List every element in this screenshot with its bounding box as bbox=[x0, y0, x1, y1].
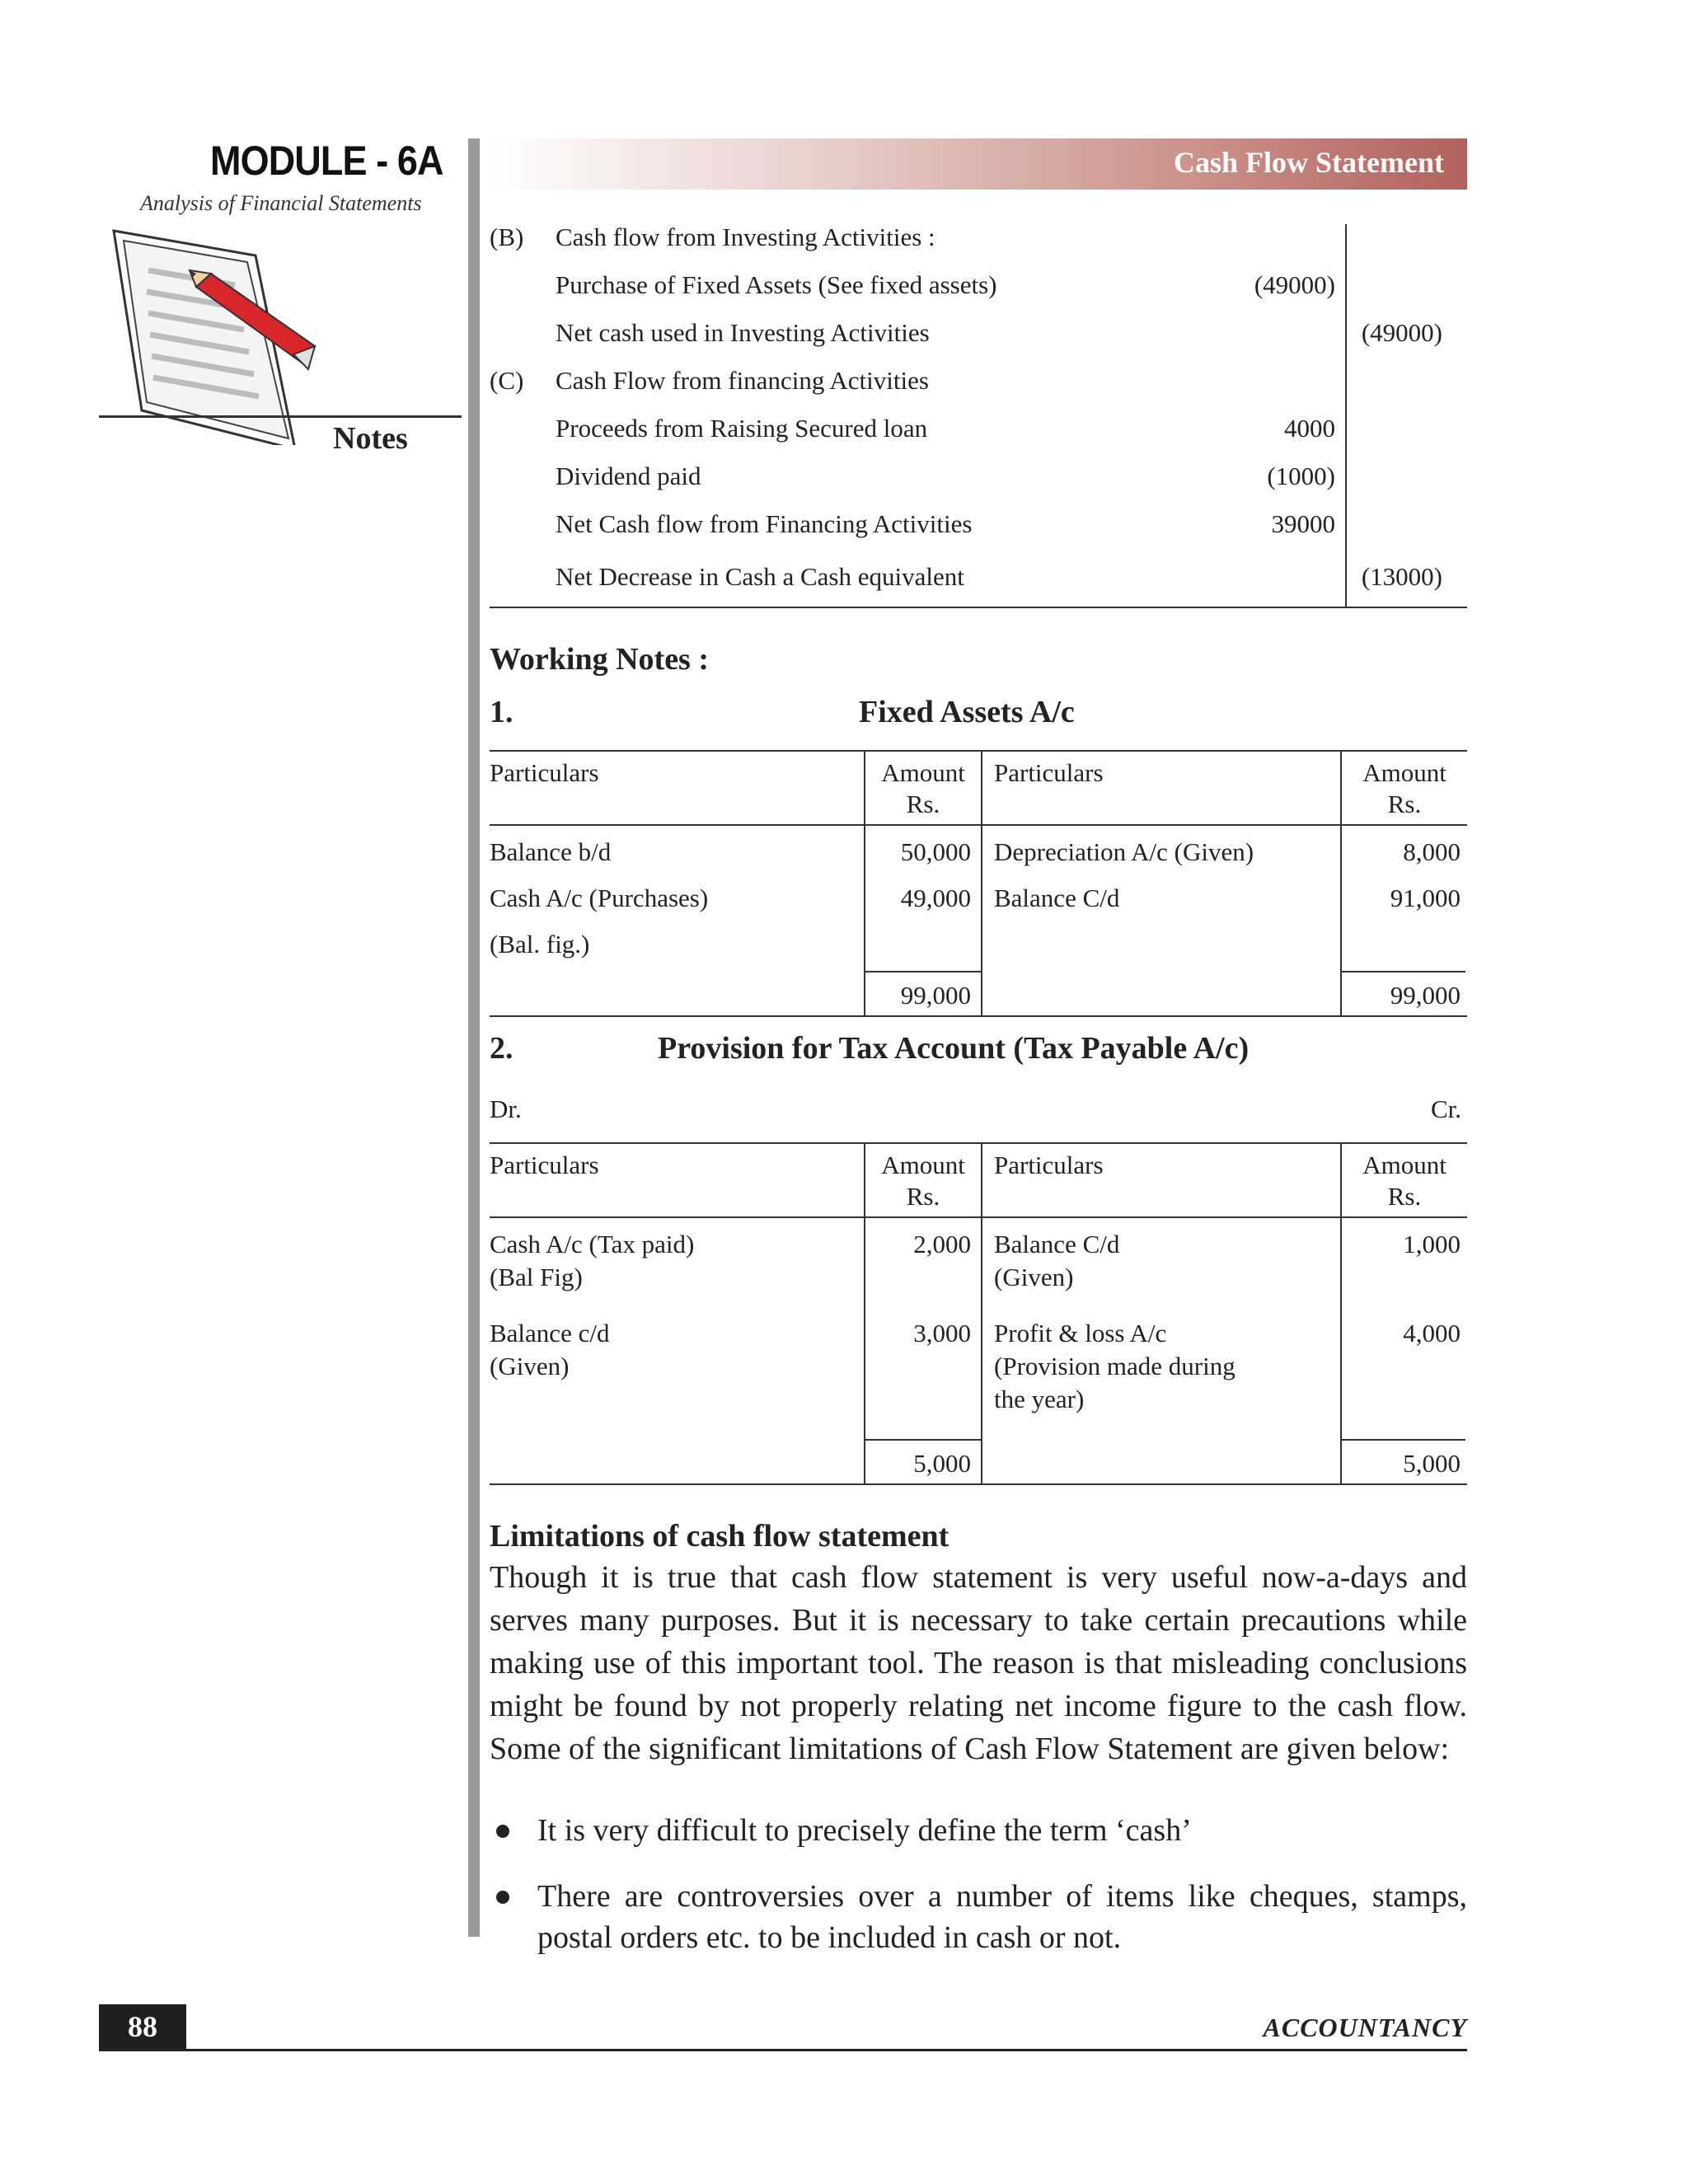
fixed-assets-ledger bbox=[490, 750, 1467, 1019]
page-number: 88 bbox=[128, 2010, 157, 2043]
limitation-bullet: It is very difficult to precisely define the term ‘cash’ bbox=[537, 1813, 1192, 1848]
cash-flow-inner-amount: 39000 bbox=[1271, 509, 1335, 538]
header-title: Cash Flow Statement bbox=[1174, 146, 1444, 179]
dr-label: Dr. bbox=[490, 1094, 522, 1123]
footer-subject: ACCOUNTANCY bbox=[1263, 2013, 1467, 2042]
cash-flow-row-text: Purchase of Fixed Assets (See fixed assets) bbox=[556, 270, 997, 299]
ledger-cr-amount: 91,000 bbox=[1390, 883, 1461, 912]
note2-number: 2. bbox=[490, 1031, 513, 1066]
dr-amount-header: Amount bbox=[881, 758, 965, 787]
margin-divider bbox=[468, 138, 480, 1937]
cash-flow-row-text: Cash Flow from financing Activities bbox=[556, 366, 929, 395]
cash-flow-bottom-rule bbox=[490, 607, 1467, 608]
cash-flow-row-text: Dividend paid bbox=[556, 462, 701, 490]
cash-flow-inner-amount: (1000) bbox=[1267, 462, 1335, 490]
note1-title: Fixed Assets A/c bbox=[859, 695, 1075, 729]
cr-rs-header: Rs. bbox=[1387, 790, 1422, 818]
dr-rs-header: Rs. bbox=[906, 790, 940, 818]
cash-flow-row-label: (B) bbox=[490, 223, 524, 251]
ledger-dr-particular-note: (Given) bbox=[490, 1352, 570, 1380]
dr-particulars-header: Particulars bbox=[490, 758, 599, 787]
ledger-cr-amount: 8,000 bbox=[1403, 837, 1461, 866]
ledger-dr-amount: 2,000 bbox=[913, 1230, 971, 1258]
working-notes-title: Working Notes : bbox=[490, 642, 709, 677]
ledger-cr-particular: Depreciation A/c (Given) bbox=[994, 837, 1254, 866]
page-number-box bbox=[99, 2004, 186, 2050]
footer-rule bbox=[99, 2049, 1467, 2051]
note1-number: 1. bbox=[490, 695, 513, 729]
cash-flow-row-text: Net Decrease in Cash a Cash equivalent bbox=[556, 562, 964, 591]
ledger-cr-particular: Profit & loss A/c bbox=[994, 1319, 1167, 1347]
module-title: MODULE - 6A bbox=[210, 138, 443, 184]
notes-rule bbox=[99, 415, 462, 418]
ledger-cr-particular: Balance C/d bbox=[994, 883, 1120, 912]
ledger-cr-amount: 4,000 bbox=[1403, 1319, 1461, 1347]
ledger-dr-amount: 49,000 bbox=[900, 883, 971, 912]
cr-amount-header: Amount bbox=[1362, 758, 1447, 787]
ledger-dr-amount: 3,000 bbox=[913, 1319, 971, 1347]
dr-amount-header: Amount bbox=[881, 1151, 965, 1179]
ledger-cr-particular: Balance C/d bbox=[994, 1230, 1120, 1258]
cr-particulars-header: Particulars bbox=[994, 758, 1104, 787]
cr-label: Cr. bbox=[1431, 1094, 1462, 1123]
limitation-bullet: There are controversies over a number of items like cheques, stamps, postal orders etc. to be included in cash or not. bbox=[537, 1879, 1467, 1955]
dr-rs-header: Rs. bbox=[906, 1182, 940, 1211]
cr-particulars-header: Particulars bbox=[994, 1151, 1104, 1179]
ledger-cr-particular-note: the year) bbox=[994, 1385, 1085, 1413]
cash-flow-inner-amount: 4000 bbox=[1284, 414, 1335, 443]
ledger-cr-particular-note: (Provision made during bbox=[994, 1352, 1236, 1380]
limitations-paragraph: Though it is true that cash flow statement is very useful now-a-days and serves many purposes. But it is necessary to take certain precautions while making use of this important tool. The reason is that misleading conclusions might be found by not properly relating net income figure to the cash flow. Some of the significant limitations of Cash Flow Statement are given below: bbox=[490, 1560, 1467, 1766]
bullet-icon bbox=[496, 1891, 509, 1904]
ledger-dr-particular: Balance b/d bbox=[490, 837, 612, 866]
ledger-dr-total: 5,000 bbox=[913, 1449, 971, 1478]
ledger-cr-total: 99,000 bbox=[1390, 981, 1461, 1010]
ledger-dr-amount: 50,000 bbox=[900, 837, 971, 866]
header-band bbox=[490, 138, 1467, 190]
notes-label: Notes bbox=[333, 421, 408, 456]
cr-amount-header: Amount bbox=[1362, 1151, 1447, 1179]
cash-flow-row-text: Net Cash flow from Financing Activities bbox=[556, 509, 973, 538]
ledger-dr-total: 99,000 bbox=[900, 981, 971, 1010]
ledger-cr-amount: 1,000 bbox=[1403, 1230, 1461, 1258]
ledger-cr-particular-note: (Given) bbox=[994, 1263, 1074, 1291]
provision-tax-ledger bbox=[490, 1142, 1467, 1487]
cash-flow-row-text: Cash flow from Investing Activities : bbox=[556, 223, 935, 251]
module-subtitle: Analysis of Financial Statements bbox=[140, 191, 422, 215]
cr-rs-header: Rs. bbox=[1387, 1182, 1422, 1211]
cash-flow-inner-amount: (49000) bbox=[1254, 270, 1335, 299]
cash-flow-row-text: Proceeds from Raising Secured loan bbox=[556, 414, 928, 443]
ledger-cr-total: 5,000 bbox=[1403, 1449, 1461, 1478]
cash-flow-row-label: (C) bbox=[490, 366, 524, 395]
dr-particulars-header: Particulars bbox=[490, 1151, 599, 1179]
cash-flow-outer-amount: (13000) bbox=[1361, 562, 1442, 591]
cash-flow-column-rule bbox=[1345, 224, 1347, 608]
limitations-title: Limitations of cash flow statement bbox=[490, 1519, 950, 1554]
note2-title: Provision for Tax Account (Tax Payable A/c) bbox=[658, 1031, 1250, 1066]
ledger-dr-particular: Cash A/c (Purchases) bbox=[490, 883, 709, 912]
cash-flow-outer-amount: (49000) bbox=[1361, 318, 1442, 347]
ledger-dr-particular: Cash A/c (Tax paid) bbox=[490, 1230, 695, 1258]
notepad-pencil-icon bbox=[99, 223, 321, 445]
bullet-icon bbox=[496, 1825, 509, 1838]
ledger-dr-particular: Balance c/d bbox=[490, 1319, 610, 1347]
cash-flow-row-text: Net cash used in Investing Activities bbox=[556, 318, 930, 347]
ledger-dr-particular-note: (Bal Fig) bbox=[490, 1263, 583, 1291]
ledger-dr-particular: (Bal. fig.) bbox=[490, 930, 590, 958]
